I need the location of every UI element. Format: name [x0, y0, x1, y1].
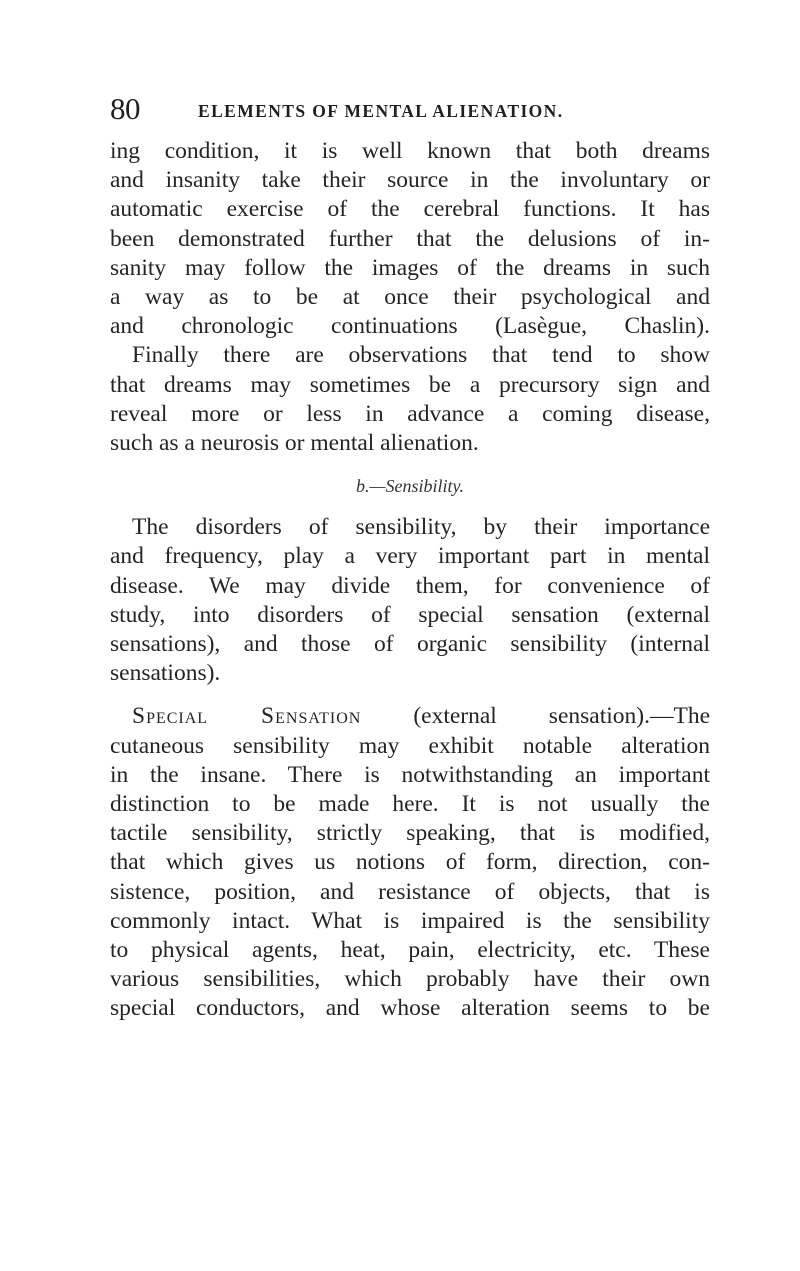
paragraph-dreams [110, 137, 710, 458]
text-line: sensations). [110, 660, 221, 687]
text-line: sensations), and those of organic sensibility (internal [110, 631, 710, 657]
spacer [110, 688, 710, 702]
text-line: and insanity take their source in the involuntary or [110, 167, 710, 194]
section-heading: b.—Sensibility. [356, 476, 464, 497]
text-line: various sensibilities, which probably have their own [110, 966, 710, 993]
page-number: 80 [110, 91, 140, 126]
paragraph-sensibility [110, 513, 710, 688]
text-line: cutaneous sensibility may exhibit notable alteration [110, 732, 710, 759]
text-line: that which gives us notions of form, direction, con- [110, 849, 710, 876]
spacer [110, 458, 710, 472]
text-line: sistence, position, and resistance of objects, that is [110, 878, 710, 905]
text-line: ing condition, it is well known that both dreams [110, 138, 710, 164]
text-line: and chronologic continuations (Lasègue, Chaslin). [110, 313, 710, 340]
text-line: to physical agents, heat, pain, electricity, etc. These [110, 936, 710, 963]
text-line: a way as to be at once their psychological and [110, 283, 710, 310]
paragraph-lead-in: Special Sensation [132, 703, 362, 730]
text-line: tactile sensibility, strictly speaking, that is modified, [110, 820, 710, 847]
text-line: that dreams may sometimes be a precursory sign and [110, 371, 710, 398]
text-line: special conductors, and whose alteration seems to be [110, 995, 710, 1022]
text-line: reveal more or less in advance a coming disease, [110, 400, 710, 427]
text-line: commonly intact. What is impaired is the sensibility [110, 907, 710, 934]
text-line: automatic exercise of the cerebral functions. It has [110, 196, 710, 223]
text-line: and frequency, play a very important part in mental [110, 543, 710, 570]
text-line: sanity may follow the images of the dreams in such [110, 254, 710, 281]
text-line: disease. We may divide them, for convenience of [110, 572, 710, 599]
running-head [110, 92, 710, 126]
paragraph-special-sensation [110, 702, 710, 1023]
text-line: study, into disorders of special sensation (external [110, 601, 710, 628]
text-line [110, 702, 710, 731]
text-line: in the insane. There is notwithstanding an important [110, 761, 710, 788]
text-line: been demonstrated further that the delusions of in- [110, 225, 710, 252]
first-line-rest: (external sensation).—The [413, 703, 711, 730]
running-title: ELEMENTS OF MENTAL ALIENATION. [198, 101, 564, 121]
text-line: distinction to be made here. It is not usually the [110, 790, 710, 817]
text-line: Finally there are observations that tend to show [132, 342, 710, 369]
spacer [110, 501, 710, 513]
text-line: The disorders of sensibility, by their importance [132, 514, 710, 541]
body-text [110, 137, 710, 1023]
text-line: such as a neurosis or mental alienation. [110, 429, 479, 456]
